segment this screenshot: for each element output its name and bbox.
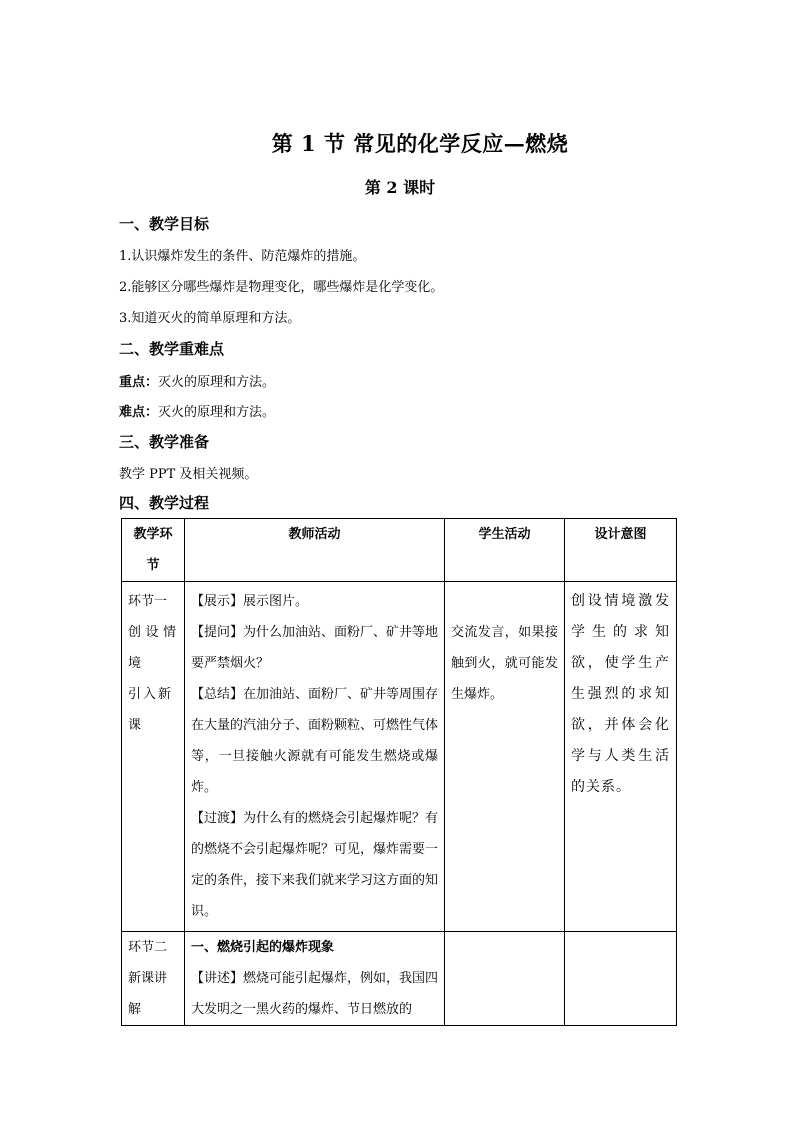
- key-point-line: [119, 371, 275, 390]
- stage-line: 环节一: [128, 594, 168, 609]
- table-row: [122, 932, 677, 1026]
- page-subtitle: 第 2 课时: [364, 178, 436, 197]
- teacher-activity: 【过渡】为什么有的燃烧会引起爆炸呢？有的燃烧不会引起爆炸呢？可见，爆炸需要一定的条件，接下来我们就来学习这方面的知识。: [191, 811, 439, 919]
- section-heading-preparation: 三、教学准备: [119, 433, 210, 451]
- stage-line: 新课讲解: [128, 971, 168, 1017]
- section-heading-process: 四、教学过程: [119, 494, 210, 512]
- intent-cell: [565, 932, 677, 1026]
- key-point-label: 重点：: [119, 375, 159, 390]
- header-teacher: 教师活动: [185, 519, 445, 582]
- page-title: 第 1 节 常见的化学反应—燃烧: [271, 131, 569, 156]
- subsection-heading: 一、燃烧引起的爆炸现象: [191, 940, 335, 955]
- teacher-activity: 【展示】展示图片。: [191, 594, 309, 609]
- goal-item: 1.认识爆炸发生的条件、防范爆炸的措施。: [119, 249, 366, 264]
- stage-line: 创设情境: [128, 625, 178, 671]
- difficulty-text: 灭火的原理和方法。: [158, 405, 276, 420]
- teacher-cell: [185, 932, 445, 1026]
- process-table: [121, 518, 677, 1026]
- header-student: 学生活动: [445, 519, 565, 582]
- header-intent: 设计意图: [565, 519, 677, 582]
- stage-cell: [122, 582, 185, 932]
- preparation-text: 教学 PPT 及相关视频。: [119, 467, 258, 482]
- section-heading-key-points: 二、教学重难点: [119, 340, 225, 358]
- goal-item: 2.能够区分哪些爆炸是物理变化，哪些爆炸是化学变化。: [119, 280, 444, 295]
- table-row: [122, 582, 677, 932]
- student-cell: [445, 582, 565, 932]
- teacher-cell: [185, 582, 445, 932]
- key-point-text: 灭火的原理和方法。: [158, 375, 276, 390]
- goal-item: 3.知道灭火的简单原理和方法。: [119, 311, 301, 326]
- difficulty-label: 难点：: [119, 405, 159, 420]
- teacher-activity: 【讲述】燃烧可能引起爆炸，例如，我国四大发明之一黑火药的爆炸、节日燃放的: [191, 971, 439, 1017]
- student-cell: [445, 932, 565, 1026]
- table-header-row: [122, 519, 677, 582]
- section-heading-goals: 一、教学目标: [119, 215, 210, 233]
- teacher-activity: 【提问】为什么加油站、面粉厂、矿井等地要严禁烟火？: [191, 625, 439, 671]
- design-intent: 创设情境激发学生的求知欲，使学生产生强烈的求知欲，并体会化学与人类生活的关系。: [571, 593, 670, 795]
- header-stage: 教学环节: [122, 519, 185, 582]
- student-activity: 交流发言，如果接触到火，就可能发生爆炸。: [451, 625, 558, 702]
- difficulty-line: [119, 401, 275, 420]
- stage-line: 环节二: [128, 940, 168, 955]
- stage-line: 引入新课: [128, 687, 174, 733]
- stage-cell: [122, 932, 185, 1026]
- teacher-activity: 【总结】在加油站、面粉厂、矿井等周围存在大量的汽油分子、面粉颗粒、可燃性气体等，一旦接触火源就有可能发生燃烧或爆炸。: [191, 687, 439, 795]
- intent-cell: [565, 582, 677, 932]
